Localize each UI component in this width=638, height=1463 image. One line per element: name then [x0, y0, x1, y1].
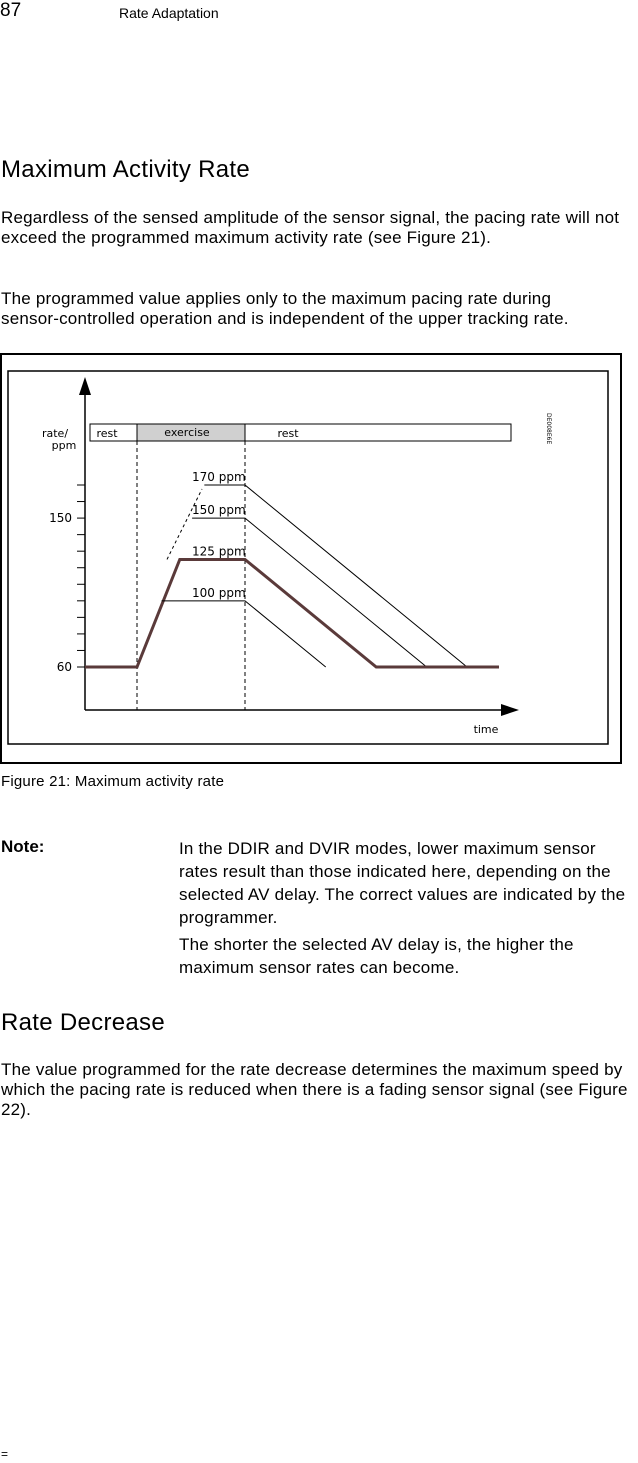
figure-code: DE008E6E	[545, 413, 552, 445]
phase-label-rest-2: rest	[277, 427, 299, 440]
y-tick-label-60: 60	[56, 660, 72, 674]
series-label-170-ppm: 170 ppm	[192, 470, 246, 484]
maximum-activity-rate-chart	[2, 355, 620, 762]
series-label-125-ppm: 125 ppm	[192, 544, 246, 559]
section-title-maximum-activity-rate: Maximum Activity Rate	[1, 156, 251, 183]
note-paragraph-1: In the DDIR and DVIR modes, lower maximum sensor rates result than those indicated here, depending on the selected AV delay. The correct values are indicated by the programmer.	[179, 839, 626, 927]
note-label: Note:	[1, 837, 45, 856]
phase-label-exercise: exercise	[164, 426, 210, 439]
note-body	[179, 837, 637, 983]
paragraph-1: Regardless of the sensed amplitude of the sensor signal, the pacing rate will not exceed the programmed maximum activity rate (see Figure 21).	[1, 208, 620, 247]
figure-caption: Figure 21: Maximum activity rate	[1, 773, 225, 790]
note-paragraph-2: The shorter the selected AV delay is, the higher the maximum sensor rates can become.	[179, 935, 574, 977]
footer-mark: =	[1, 1447, 9, 1461]
running-header: Rate Adaptation	[119, 5, 219, 21]
series-label-100-ppm: 100 ppm	[192, 585, 246, 600]
figure-frame	[0, 353, 622, 764]
page-number: 87	[0, 0, 22, 21]
x-axis-arrow	[501, 704, 519, 716]
series-line-100-ppm	[161, 601, 325, 667]
y-tick-label-150: 150	[49, 511, 72, 526]
y-axis-arrow	[79, 377, 91, 395]
series-label-150-ppm: 150 ppm	[192, 503, 246, 518]
phase-label-rest-1: rest	[96, 427, 118, 440]
x-axis-label: time	[473, 723, 499, 736]
series-line-125-ppm	[85, 559, 499, 667]
y-axis-label-line1: rate/	[41, 427, 69, 440]
paragraph-3: The value programmed for the rate decrease determines the maximum speed by which the pacing rate is reduced when there is a fading sensor signal (see Figure 22).	[1, 1060, 628, 1119]
section-title-rate-decrease: Rate Decrease	[1, 1009, 165, 1036]
paragraph-2: The programmed value applies only to the maximum pacing rate during sensor-controlled operation and is independent of the upper tracking rate.	[1, 289, 569, 328]
y-axis-label-line2: ppm	[51, 439, 77, 452]
